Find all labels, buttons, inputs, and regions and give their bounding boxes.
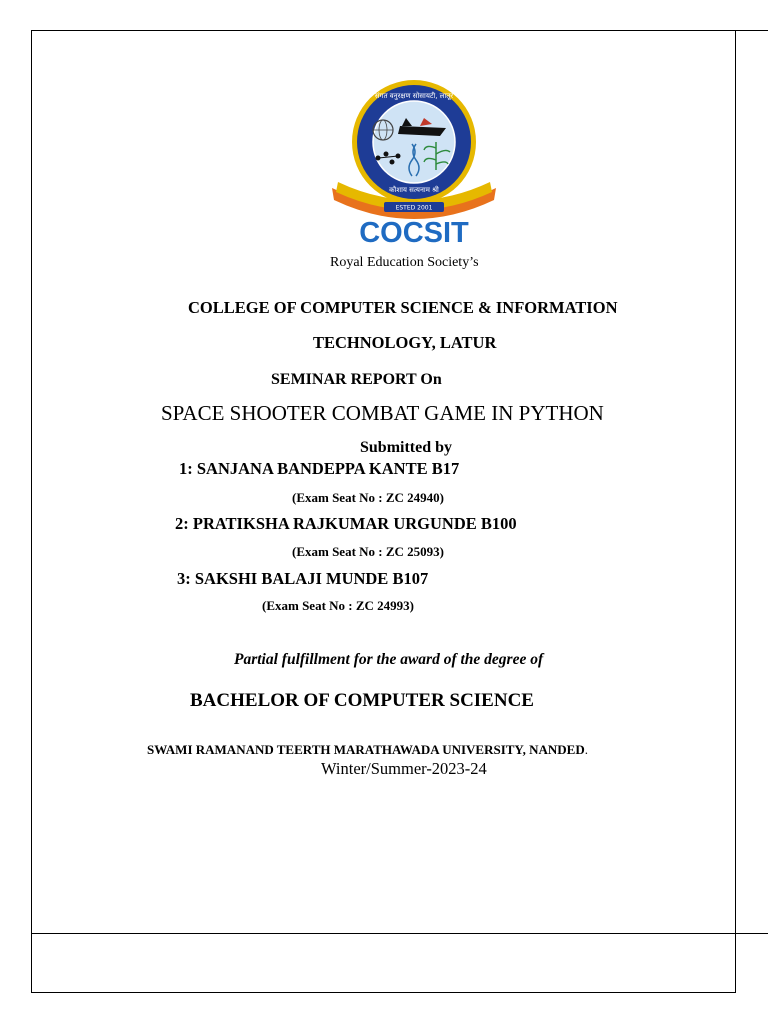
- border-line-top-extension: [736, 30, 768, 31]
- society-name: Royal Education Society’s: [330, 255, 479, 270]
- footer-divider: [31, 933, 768, 934]
- degree-name: BACHELOR OF COMPUTER SCIENCE: [190, 690, 534, 711]
- student-3-name: 3: SAKSHI BALAJI MUNDE B107: [177, 569, 429, 588]
- project-title: SPACE SHOOTER COMBAT GAME IN PYTHON: [161, 401, 604, 425]
- college-name-line1: COLLEGE OF COMPUTER SCIENCE & INFORMATION: [188, 298, 618, 317]
- report-heading: SEMINAR REPORT On: [271, 371, 442, 388]
- fulfillment-statement: Partial fulfillment for the award of the degree of: [234, 651, 544, 668]
- student-1-seat: (Exam Seat No : ZC 24940): [292, 490, 445, 505]
- submitted-by-label: Submitted by: [360, 439, 453, 456]
- logo-ring-text-bottom: कौशाय सत्यनाम श्री: [389, 186, 439, 194]
- university-name-text: SWAMI RAMANAND TEERTH MARATHAWADA UNIVERSITY, NANDED: [147, 742, 585, 757]
- university-name: [147, 742, 588, 758]
- college-logo: [328, 78, 500, 246]
- student-3-seat: (Exam Seat No : ZC 24993): [262, 598, 415, 613]
- university-name-period: .: [584, 742, 588, 757]
- college-name-line2: TECHNOLOGY, LATUR: [313, 333, 497, 352]
- student-1-name: 1: SANJANA BANDEPPA KANTE B17: [179, 459, 460, 478]
- logo-ring-text-top: संगत वनुरक्षण सोसायटी, लातूर: [374, 92, 454, 100]
- cocsit-logo-emblem: [328, 78, 500, 246]
- student-2-seat: (Exam Seat No : ZC 25093): [292, 544, 445, 559]
- logo-wordmark: COCSIT: [359, 217, 469, 246]
- logo-established: ESTED 2001: [395, 204, 433, 212]
- student-2-name: 2: PRATIKSHA RAJKUMAR URGUNDE B100: [175, 514, 517, 533]
- academic-session: Winter/Summer-2023-24: [321, 759, 487, 778]
